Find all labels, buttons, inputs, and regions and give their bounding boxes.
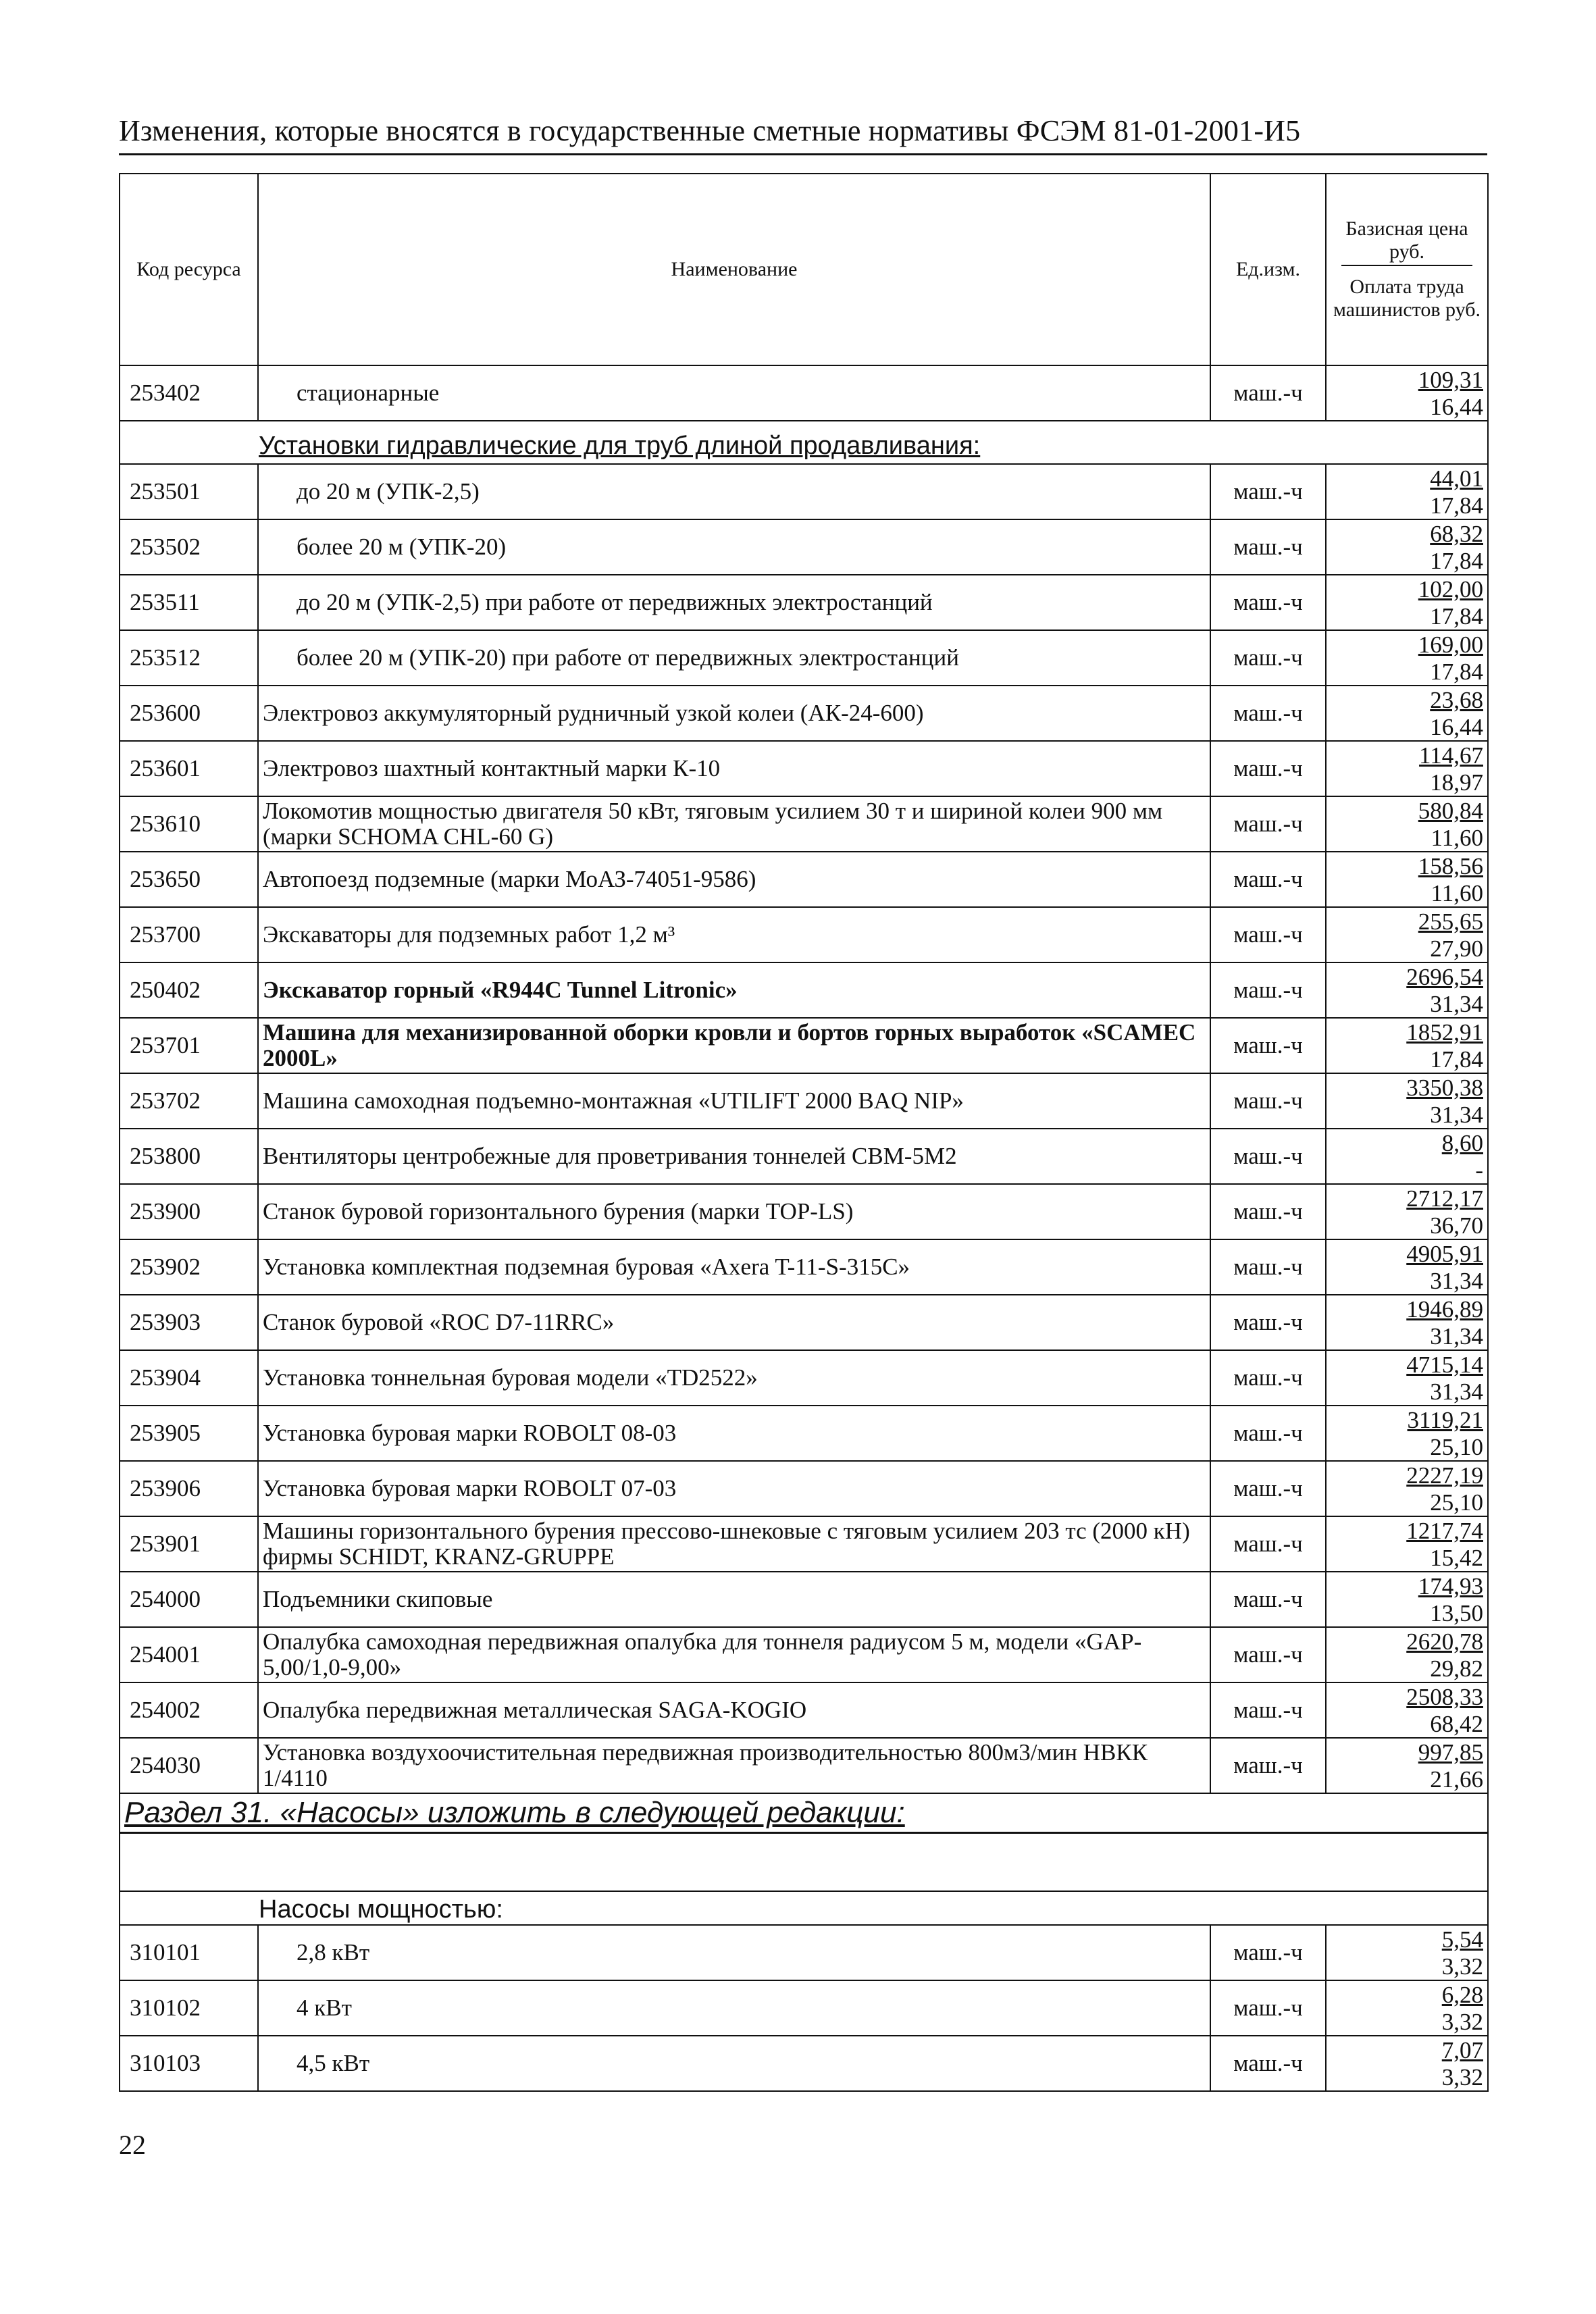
table-row — [120, 1980, 1488, 2036]
price-cell — [1326, 630, 1488, 686]
price-cell — [1326, 1682, 1488, 1738]
column-header-name: Наименование — [258, 174, 1210, 365]
base-price-value: 158,56 — [1418, 853, 1483, 879]
base-price-value: 3350,38 — [1406, 1075, 1483, 1101]
section-heading-text: Раздел 31. «Насосы» изложить в следующей редакции: — [124, 1796, 905, 1829]
table-row — [120, 1350, 1488, 1406]
table-row — [120, 575, 1488, 630]
table-row — [120, 1738, 1488, 1793]
resource-code-cell: 253904 — [120, 1350, 258, 1406]
price-cell — [1326, 519, 1488, 575]
unit-cell: маш.-ч — [1210, 1682, 1326, 1738]
resource-name-cell: Опалубка передвижная металлическая SAGA-KOGIO — [258, 1682, 1210, 1738]
document-header: Изменения, которые вносятся в государственные сметные нормативы ФСЭМ 81-01-2001-И5 — [119, 113, 1487, 155]
unit-cell: маш.-ч — [1210, 1239, 1326, 1295]
resource-name-cell: 4 кВт — [258, 1980, 1210, 2036]
operator-labor-value: 31,34 — [1430, 991, 1483, 1017]
operator-labor-value: 25,10 — [1430, 1434, 1483, 1460]
unit-cell: маш.-ч — [1210, 1627, 1326, 1682]
operator-labor-value: 3,32 — [1441, 2009, 1483, 2035]
price-cell — [1326, 907, 1488, 962]
resource-code-cell: 253511 — [120, 575, 258, 630]
resource-code-cell: 253601 — [120, 741, 258, 796]
group-heading-row — [120, 421, 1488, 464]
unit-cell: маш.-ч — [1210, 962, 1326, 1018]
resource-name-cell: стационарные — [258, 365, 1210, 421]
resource-code-cell: 253900 — [120, 1184, 258, 1239]
table-row — [120, 1461, 1488, 1516]
resource-code-cell: 310102 — [120, 1980, 258, 2036]
resource-code-cell: 310103 — [120, 2036, 258, 2091]
column-header-base-price: Базисная цена руб. — [1341, 217, 1472, 266]
resource-price-table — [119, 173, 1489, 2092]
base-price-value: 997,85 — [1418, 1739, 1483, 1766]
resource-name-cell: до 20 м (УПК-2,5) — [258, 464, 1210, 519]
resource-code-cell: 253700 — [120, 907, 258, 962]
unit-cell: маш.-ч — [1210, 852, 1326, 907]
base-price-value: 6,28 — [1441, 1982, 1483, 2008]
table-header-row — [120, 174, 1488, 365]
base-price-value: 174,93 — [1418, 1573, 1483, 1599]
base-price-value: 1852,91 — [1406, 1019, 1483, 1046]
price-cell — [1326, 1018, 1488, 1073]
operator-labor-value: 17,84 — [1430, 1046, 1483, 1073]
unit-cell: маш.-ч — [1210, 365, 1326, 421]
table-row — [120, 519, 1488, 575]
base-price-value: 4905,91 — [1406, 1241, 1483, 1267]
resource-code-cell: 310101 — [120, 1925, 258, 1980]
group-heading-row — [120, 1891, 1488, 1925]
price-cell — [1326, 686, 1488, 741]
operator-labor-value: 31,34 — [1430, 1323, 1483, 1349]
resource-name-cell: Машина для механизированной оборки кровли и бортов горных выработок «SCAMEC 2000L» — [258, 1018, 1210, 1073]
resource-name-cell: Установка тоннельная буровая модели «TD2522» — [258, 1350, 1210, 1406]
resource-name-cell: Экскаватор горный «R944C Tunnel Litronic» — [258, 962, 1210, 1018]
unit-cell: маш.-ч — [1210, 1572, 1326, 1627]
resource-name-cell: Установка буровая марки ROBOLT 08-03 — [258, 1406, 1210, 1461]
price-cell — [1326, 1627, 1488, 1682]
resource-code-cell: 253901 — [120, 1516, 258, 1572]
operator-labor-value: 17,84 — [1430, 548, 1483, 574]
unit-cell: маш.-ч — [1210, 686, 1326, 741]
resource-name-cell: 4,5 кВт — [258, 2036, 1210, 2091]
base-price-value: 7,07 — [1441, 2037, 1483, 2063]
price-cell — [1326, 1295, 1488, 1350]
price-cell — [1326, 1572, 1488, 1627]
table-body — [120, 365, 1488, 2091]
base-price-value: 102,00 — [1418, 576, 1483, 602]
base-price-value: 5,54 — [1441, 1926, 1483, 1953]
price-cell — [1326, 796, 1488, 852]
price-cell — [1326, 365, 1488, 421]
resource-name-cell: Опалубка самоходная передвижная опалубка для тоннеля радиусом 5 м, модели «GAP-5,00/1,0-9,00» — [258, 1627, 1210, 1682]
resource-code-cell: 253650 — [120, 852, 258, 907]
base-price-value: 68,32 — [1430, 521, 1483, 547]
price-cell — [1326, 1738, 1488, 1793]
base-price-value: 2508,33 — [1406, 1684, 1483, 1710]
table-row — [120, 852, 1488, 907]
unit-cell: маш.-ч — [1210, 741, 1326, 796]
unit-cell: маш.-ч — [1210, 1073, 1326, 1129]
blank-row — [120, 1833, 1488, 1892]
unit-cell: маш.-ч — [1210, 1461, 1326, 1516]
base-price-value: 4715,14 — [1406, 1352, 1483, 1378]
base-price-value: 114,67 — [1419, 742, 1483, 769]
price-cell — [1326, 1184, 1488, 1239]
unit-cell: маш.-ч — [1210, 1516, 1326, 1572]
resource-code-cell: 253502 — [120, 519, 258, 575]
operator-labor-value: 17,84 — [1430, 659, 1483, 685]
unit-cell: маш.-ч — [1210, 1406, 1326, 1461]
unit-cell: маш.-ч — [1210, 1738, 1326, 1793]
price-cell — [1326, 1516, 1488, 1572]
operator-labor-value: 16,44 — [1430, 714, 1483, 740]
unit-cell: маш.-ч — [1210, 796, 1326, 852]
page-number: 22 — [119, 2130, 146, 2160]
base-price-value: 580,84 — [1418, 798, 1483, 824]
unit-cell: маш.-ч — [1210, 1295, 1326, 1350]
resource-code-cell: 253610 — [120, 796, 258, 852]
resource-name-cell: 2,8 кВт — [258, 1925, 1210, 1980]
operator-labor-value: 16,44 — [1430, 394, 1483, 420]
operator-labor-value: 11,60 — [1431, 880, 1483, 906]
operator-labor-value: 68,42 — [1430, 1711, 1483, 1737]
resource-code-cell: 253402 — [120, 365, 258, 421]
resource-name-cell: более 20 м (УПК-20) — [258, 519, 1210, 575]
column-header-price — [1326, 174, 1488, 365]
resource-code-cell: 254001 — [120, 1627, 258, 1682]
base-price-value: 1217,74 — [1406, 1518, 1483, 1544]
resource-name-cell: Локомотив мощностью двигателя 50 кВт, тяговым усилием 30 т и шириной колеи 900 мм (марки SCHOMA CHL-60 G) — [258, 796, 1210, 852]
price-cell — [1326, 852, 1488, 907]
resource-code-cell: 253800 — [120, 1129, 258, 1184]
section-heading-row — [120, 1793, 1488, 1833]
operator-labor-value: 31,34 — [1430, 1268, 1483, 1294]
table-row — [120, 686, 1488, 741]
table-row — [120, 1239, 1488, 1295]
resource-code-cell: 254000 — [120, 1572, 258, 1627]
operator-labor-value: 17,84 — [1430, 492, 1483, 519]
table-row — [120, 796, 1488, 852]
resource-name-cell: Машины горизонтального бурения прессово-шнековые с тяговым усилием 203 тс (2000 кН) фирмы SCHIDT, KRANZ-GRUPPE — [258, 1516, 1210, 1572]
base-price-value: 44,01 — [1430, 465, 1483, 492]
group-heading-cell — [120, 421, 1488, 464]
base-price-value: 2696,54 — [1406, 964, 1483, 990]
price-cell — [1326, 962, 1488, 1018]
table-row — [120, 962, 1488, 1018]
price-cell — [1326, 1925, 1488, 1980]
blank-cell — [120, 1833, 1488, 1892]
operator-labor-value: 27,90 — [1430, 935, 1483, 962]
base-price-value: 255,65 — [1418, 908, 1483, 935]
price-cell — [1326, 1980, 1488, 2036]
resource-code-cell: 253701 — [120, 1018, 258, 1073]
base-price-value: 2620,78 — [1406, 1628, 1483, 1655]
base-price-value: 1946,89 — [1406, 1296, 1483, 1322]
operator-labor-value: 36,70 — [1430, 1212, 1483, 1239]
table-row — [120, 1406, 1488, 1461]
resource-name-cell: Экскаваторы для подземных работ 1,2 м³ — [258, 907, 1210, 962]
price-cell — [1326, 1129, 1488, 1184]
unit-cell: маш.-ч — [1210, 464, 1326, 519]
table-row — [120, 1018, 1488, 1073]
resource-name-cell: более 20 м (УПК-20) при работе от передвижных электростанций — [258, 630, 1210, 686]
operator-labor-value: 18,97 — [1430, 769, 1483, 796]
resource-name-cell: Электровоз шахтный контактный марки К-10 — [258, 741, 1210, 796]
price-cell — [1326, 1350, 1488, 1406]
operator-labor-value: 3,32 — [1441, 2064, 1483, 2090]
group-heading-text: Установки гидравлические для труб длиной продавливания: — [259, 432, 981, 460]
resource-code-cell: 253905 — [120, 1406, 258, 1461]
resource-name-cell: Электровоз аккумуляторный рудничный узкой колеи (АК-24-600) — [258, 686, 1210, 741]
operator-labor-value: 13,50 — [1430, 1600, 1483, 1626]
base-price-value: 23,68 — [1430, 687, 1483, 713]
unit-cell: маш.-ч — [1210, 1350, 1326, 1406]
resource-name-cell: до 20 м (УПК-2,5) при работе от передвижных электростанций — [258, 575, 1210, 630]
unit-cell: маш.-ч — [1210, 1925, 1326, 1980]
price-cell — [1326, 575, 1488, 630]
operator-labor-value: 21,66 — [1430, 1766, 1483, 1793]
resource-name-cell: Установка воздухоочистительная передвижная производительностью 800м3/мин НВКК 1/4110 — [258, 1738, 1210, 1793]
unit-cell: маш.-ч — [1210, 2036, 1326, 2091]
base-price-value: 2227,19 — [1406, 1462, 1483, 1489]
table-row — [120, 1073, 1488, 1129]
resource-code-cell: 253702 — [120, 1073, 258, 1129]
price-cell — [1326, 2036, 1488, 2091]
resource-name-cell: Вентиляторы центробежные для проветривания тоннелей СВМ-5М2 — [258, 1129, 1210, 1184]
unit-cell: маш.-ч — [1210, 519, 1326, 575]
resource-name-cell: Автопоезд подземные (марки МоАЗ-74051-9586) — [258, 852, 1210, 907]
table-row — [120, 1572, 1488, 1627]
resource-code-cell: 254002 — [120, 1682, 258, 1738]
base-price-value: 169,00 — [1418, 632, 1483, 658]
table-row — [120, 907, 1488, 962]
group-heading-cell — [120, 1891, 1488, 1925]
operator-labor-value: 17,84 — [1430, 603, 1483, 629]
column-header-unit: Ед.изм. — [1210, 174, 1326, 365]
resource-code-cell: 253600 — [120, 686, 258, 741]
resource-code-cell: 250402 — [120, 962, 258, 1018]
column-header-operator-labor: Оплата труда машинистов руб. — [1333, 276, 1481, 321]
resource-name-cell: Установка комплектная подземная буровая «Axera T-11-S-315C» — [258, 1239, 1210, 1295]
resource-name-cell: Установка буровая марки ROBOLT 07-03 — [258, 1461, 1210, 1516]
base-price-value: 109,31 — [1418, 367, 1483, 393]
operator-labor-value: 3,32 — [1441, 1953, 1483, 1980]
table-row — [120, 1925, 1488, 1980]
operator-labor-value: 11,60 — [1431, 825, 1483, 851]
table-row — [120, 464, 1488, 519]
resource-code-cell: 253501 — [120, 464, 258, 519]
price-cell — [1326, 464, 1488, 519]
resource-name-cell: Машина самоходная подъемно-монтажная «UTILIFT 2000 BAQ NIP» — [258, 1073, 1210, 1129]
unit-cell: маш.-ч — [1210, 907, 1326, 962]
table-row — [120, 365, 1488, 421]
unit-cell: маш.-ч — [1210, 1129, 1326, 1184]
unit-cell: маш.-ч — [1210, 1018, 1326, 1073]
price-cell — [1326, 1461, 1488, 1516]
resource-code-cell: 253903 — [120, 1295, 258, 1350]
unit-cell: маш.-ч — [1210, 1184, 1326, 1239]
base-price-value: 8,60 — [1441, 1130, 1483, 1156]
table-row — [120, 741, 1488, 796]
base-price-value: 2712,17 — [1406, 1185, 1483, 1212]
group-heading-text: Насосы мощностью: — [259, 1895, 503, 1924]
price-cell — [1326, 1073, 1488, 1129]
unit-cell: маш.-ч — [1210, 1980, 1326, 2036]
resource-code-cell: 254030 — [120, 1738, 258, 1793]
table-row — [120, 1129, 1488, 1184]
operator-labor-value: 31,34 — [1430, 1102, 1483, 1128]
price-cell — [1326, 741, 1488, 796]
section-heading-cell — [120, 1793, 1488, 1833]
resource-code-cell: 253902 — [120, 1239, 258, 1295]
unit-cell: маш.-ч — [1210, 575, 1326, 630]
table-row — [120, 1516, 1488, 1572]
price-cell — [1326, 1406, 1488, 1461]
base-price-value: 3119,21 — [1407, 1407, 1483, 1433]
operator-labor-value: 15,42 — [1430, 1545, 1483, 1571]
resource-name-cell: Подъемники скиповые — [258, 1572, 1210, 1627]
table-row — [120, 1184, 1488, 1239]
operator-labor-value: 25,10 — [1430, 1489, 1483, 1516]
resource-name-cell: Станок буровой «ROC D7-11RRC» — [258, 1295, 1210, 1350]
operator-labor-value: - — [1475, 1157, 1483, 1183]
table-row — [120, 630, 1488, 686]
resource-code-cell: 253512 — [120, 630, 258, 686]
operator-labor-value: 29,82 — [1430, 1655, 1483, 1682]
table-row — [120, 1627, 1488, 1682]
unit-cell: маш.-ч — [1210, 630, 1326, 686]
price-cell — [1326, 1239, 1488, 1295]
resource-name-cell: Станок буровой горизонтального бурения (марки TOP-LS) — [258, 1184, 1210, 1239]
column-header-code: Код ресурса — [120, 174, 258, 365]
table-row — [120, 1682, 1488, 1738]
table-row — [120, 2036, 1488, 2091]
table-row — [120, 1295, 1488, 1350]
resource-code-cell: 253906 — [120, 1461, 258, 1516]
operator-labor-value: 31,34 — [1430, 1379, 1483, 1405]
